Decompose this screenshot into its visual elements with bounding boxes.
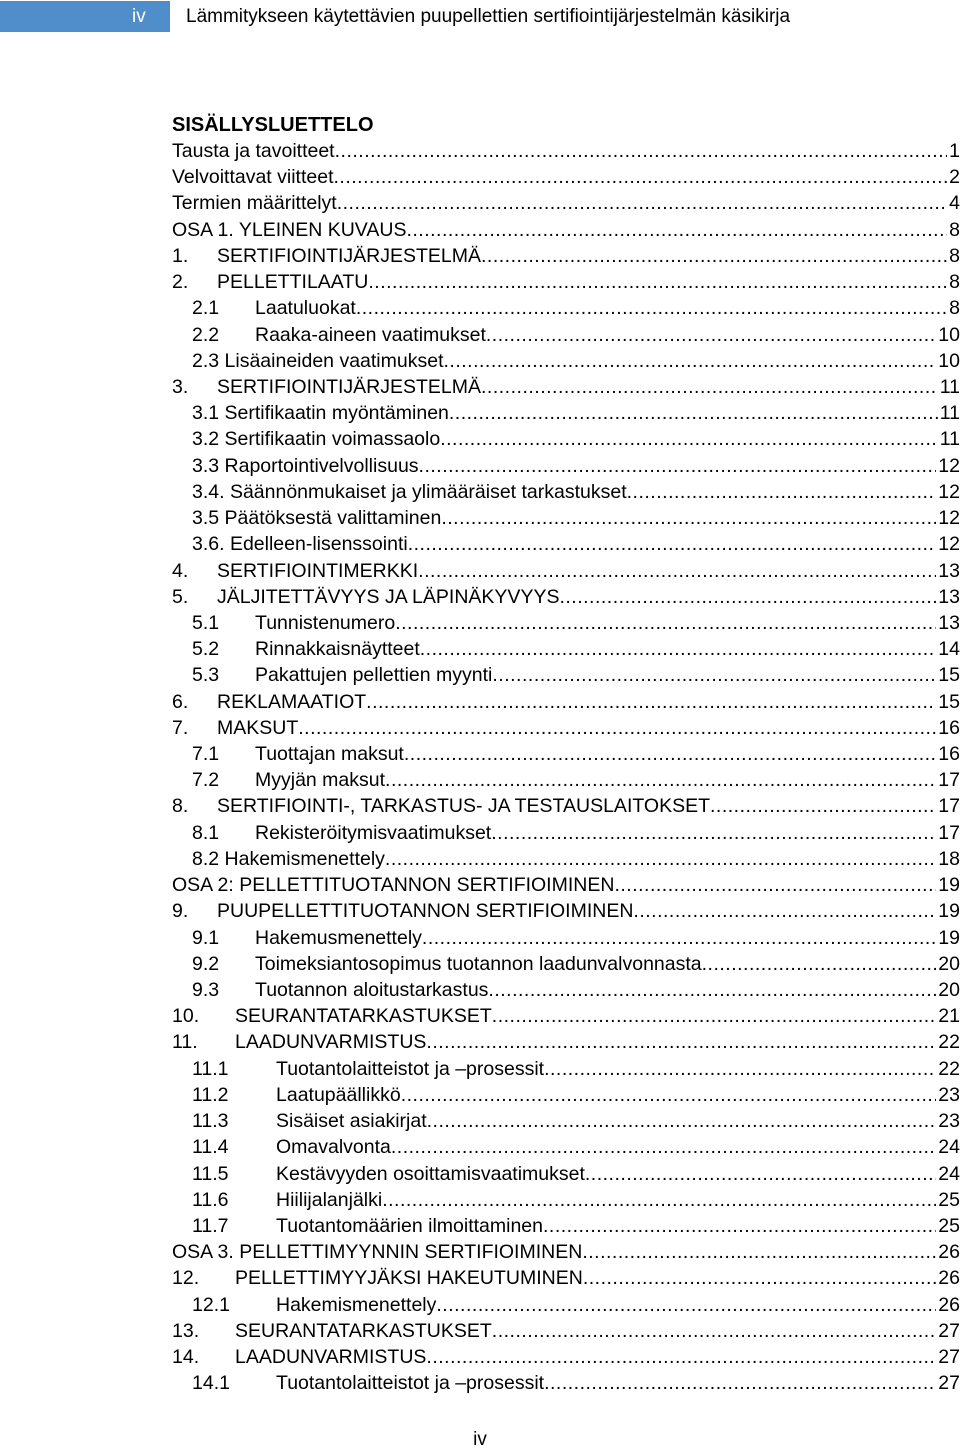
toc-entry-label: JÄLJITETTÄVYYS JA LÄPINÄKYVYYS (217, 585, 560, 608)
toc-entry-label: 2.3 Lisäaineiden vaatimukset (192, 349, 444, 372)
toc-entry-label: Velvoittavat viitteet (172, 166, 334, 189)
toc-entry-number: 9. (172, 900, 189, 923)
toc-entry-page: 16 (938, 716, 960, 739)
toc-entry[interactable] (172, 400, 960, 426)
toc-entry-number: 1. (172, 244, 189, 267)
toc-entry-number: 5.1 (192, 611, 220, 634)
toc-entry-number: 5. (172, 585, 189, 608)
toc-entry-number: 5.3 (192, 664, 220, 687)
toc-entry[interactable] (172, 190, 960, 216)
toc-dot-leader (440, 426, 938, 452)
toc-entry-number: 11.7 (192, 1214, 229, 1237)
toc-entry-page: 20 (938, 979, 960, 1001)
toc-entry-label: Omavalvonta (276, 1136, 391, 1159)
toc-entry-page: 12 (938, 507, 960, 530)
toc-entry[interactable] (172, 269, 960, 295)
toc-entry-label: 3.2 Sertifikaatin voimassaolo (192, 428, 441, 451)
toc-entry-page: 18 (938, 847, 960, 870)
toc-entry-number: 11. (172, 1031, 198, 1054)
toc-entry-page: 12 (938, 480, 960, 503)
toc-entry[interactable] (172, 820, 960, 846)
footer-page-number: iv (473, 1429, 487, 1450)
toc-entry-page: 27 (938, 1346, 960, 1369)
toc-entry-label: LAADUNVARMISTUS (235, 1346, 427, 1369)
toc-entry-number: 8.1 (192, 821, 220, 844)
toc-dot-leader (406, 217, 947, 243)
toc-entry[interactable] (172, 374, 960, 400)
toc-entry-label: Tuotantomäärien ilmoittaminen (276, 1214, 543, 1237)
toc-entry-label: Myyjän maksut (255, 769, 386, 792)
toc-entry-label: Kestävyyden osoittamisvaatimukset (276, 1162, 585, 1185)
toc-dot-leader (422, 925, 936, 951)
toc-entry[interactable] (172, 348, 960, 374)
toc-entry-page: 13 (938, 611, 960, 634)
toc-entry-number: 6. (172, 690, 189, 713)
toc-entry-label: 8.2 Hakemismenettely (192, 847, 385, 870)
toc-dot-leader (334, 164, 948, 190)
toc-entry-label: Laatupäällikkö (276, 1083, 401, 1106)
toc-dot-leader (481, 243, 947, 269)
toc-entry-page: 2 (949, 166, 960, 189)
toc-entry-page: 10 (938, 349, 960, 372)
toc-dot-leader (335, 138, 948, 164)
toc-dot-leader (582, 1239, 936, 1265)
toc-entry[interactable] (172, 925, 960, 951)
toc-entry-page: 24 (938, 1136, 960, 1159)
toc-entry[interactable] (172, 479, 960, 505)
toc-entry-page: 15 (938, 690, 960, 713)
toc-entry-page: 21 (938, 1005, 960, 1028)
toc-dot-leader (491, 820, 936, 846)
toc-entry-page: 17 (938, 821, 960, 844)
toc-entry[interactable] (172, 636, 960, 662)
toc-entry-label: SERTIFIOINTIJÄRJESTELMÄ (217, 375, 482, 398)
toc-entry-page: 13 (938, 585, 960, 608)
toc-entry-label: Rekisteröitymisvaatimukset (255, 821, 492, 844)
toc-entry-label: 3.4. Säännönmukaiset ja ylimääräiset tarkastukset (192, 480, 627, 503)
toc-heading: SISÄLLYSLUETTELO (172, 114, 374, 136)
toc-dot-leader (559, 584, 936, 610)
toc-dot-leader (337, 190, 947, 216)
toc-entry-label: PUUPELLETTITUOTANNON SERTIFIOIMINEN (217, 900, 634, 923)
toc-dot-leader (368, 269, 947, 295)
toc-entry-label: Tunnistenumero (255, 611, 396, 634)
toc-dot-leader (702, 951, 937, 977)
toc-dot-leader (385, 767, 936, 793)
toc-entry-label: MAKSUT (217, 716, 299, 739)
toc-entry-number: 7.2 (192, 769, 220, 792)
toc-list (172, 138, 960, 1397)
toc-entry-number: 7.1 (192, 743, 220, 766)
toc-dot-leader (543, 1213, 936, 1239)
toc-entry-page: 4 (949, 192, 960, 215)
toc-entry-page: 15 (938, 664, 960, 687)
toc-dot-leader (544, 1056, 936, 1082)
toc-entry-label: Laatuluokat (255, 297, 356, 320)
toc-entry-label: OSA 2: PELLETTITUOTANNON SERTIFIOIMINEN (172, 874, 615, 897)
toc-dot-leader (710, 793, 936, 819)
toc-entry-number: 11.2 (192, 1083, 229, 1106)
toc-entry[interactable] (172, 767, 960, 793)
toc-entry-number: 10. (172, 1005, 200, 1028)
toc-entry-label: Tuotantolaitteistot ja –prosessit (276, 1372, 545, 1395)
toc-entry[interactable] (172, 977, 960, 1003)
toc-dot-leader (492, 1318, 937, 1344)
toc-entry[interactable] (172, 846, 960, 872)
toc-entry-label: OSA 3. PELLETTIMYYNNIN SERTIFIOIMINEN (172, 1241, 583, 1264)
toc-entry-page: 24 (938, 1162, 960, 1185)
toc-entry-page: 8 (949, 244, 960, 267)
toc-entry-label: SERTIFIOINTIJÄRJESTELMÄ (217, 244, 482, 267)
toc-entry-number: 11.5 (192, 1162, 229, 1185)
toc-entry-label: Tausta ja tavoitteet (172, 140, 335, 162)
toc-dot-leader (419, 453, 937, 479)
toc-dot-leader (395, 610, 936, 636)
toc-entry-number: 12.1 (192, 1293, 230, 1316)
toc-dot-leader (401, 1082, 937, 1108)
toc-entry-number: 11.4 (192, 1136, 229, 1159)
toc-entry-page: 23 (938, 1083, 960, 1106)
toc-dot-leader (492, 1003, 937, 1029)
toc-entry-page: 25 (938, 1214, 960, 1237)
toc-entry[interactable] (172, 951, 960, 977)
toc-entry-label: Rinnakkaisnäytteet (255, 638, 420, 661)
toc-entry-page: 14 (938, 638, 960, 661)
toc-entry-label: LAADUNVARMISTUS (235, 1031, 427, 1054)
toc-entry-page: 10 (938, 323, 960, 346)
toc-entry-label: SEURANTATARKASTUKSET (235, 1319, 492, 1342)
toc-entry-page: 20 (938, 952, 960, 975)
toc-entry[interactable] (172, 689, 960, 715)
toc-entry[interactable] (172, 1344, 960, 1370)
toc-entry-label: Pakattujen pellettien myynti (255, 664, 493, 687)
toc-entry-page: 26 (938, 1293, 960, 1316)
toc-entry-page: 13 (938, 559, 960, 582)
toc-entry-number: 9.1 (192, 926, 220, 949)
toc-entry-number: 14.1 (192, 1372, 230, 1395)
toc-entry[interactable] (172, 531, 960, 557)
toc-dot-leader (583, 1265, 936, 1291)
toc-entry-page: 19 (938, 926, 960, 949)
toc-entry-number: 11.3 (192, 1110, 229, 1133)
toc-entry[interactable] (172, 1029, 960, 1055)
toc-entry-page: 11 (939, 375, 960, 398)
toc-entry-label: Sisäiset asiakirjat (276, 1110, 427, 1133)
toc-entry-number: 3. (172, 375, 189, 398)
header-page-badge: iv (0, 1, 170, 32)
toc-entry-page: 22 (938, 1031, 960, 1054)
toc-dot-leader (426, 1344, 936, 1370)
toc-entry[interactable] (172, 138, 960, 164)
toc-entry-number: 8. (172, 795, 189, 818)
toc-entry[interactable] (172, 1265, 960, 1291)
toc-entry-page: 16 (938, 743, 960, 766)
toc-entry-label: OSA 1. YLEINEN KUVAUS (172, 218, 407, 241)
toc-dot-leader (427, 1108, 937, 1134)
toc-entry-number: 9.2 (192, 952, 220, 975)
toc-entry-label: REKLAMAATIOT (217, 690, 367, 713)
toc-dot-leader (633, 898, 936, 924)
toc-entry[interactable] (172, 243, 960, 269)
toc-entry[interactable] (172, 426, 960, 452)
toc-dot-leader (404, 741, 936, 767)
toc-dot-leader (488, 977, 936, 1003)
toc-entry-number: 13. (172, 1319, 200, 1342)
toc-dot-leader (627, 479, 937, 505)
toc-entry-label: PELLETTIMYYJÄKSI HAKEUTUMINEN (235, 1267, 583, 1290)
toc-dot-leader (385, 846, 936, 872)
toc-entry[interactable] (172, 1187, 960, 1213)
toc-entry-page: 12 (938, 533, 960, 556)
toc-dot-leader (366, 689, 936, 715)
toc-entry-label: SERTIFIOINTIMERKKI (217, 559, 419, 582)
toc-entry-number: 4. (172, 559, 189, 582)
toc-entry-number: 7. (172, 716, 189, 739)
toc-entry[interactable] (172, 505, 960, 531)
toc-entry-page: 19 (938, 900, 960, 923)
toc-entry[interactable] (172, 1370, 960, 1396)
toc-entry[interactable] (172, 1213, 960, 1239)
toc-entry[interactable] (172, 584, 960, 610)
toc-dot-leader (449, 400, 938, 426)
toc-dot-leader (408, 531, 937, 557)
toc-entry[interactable] (172, 1318, 960, 1344)
toc-entry-label: Raaka-aineen vaatimukset (255, 323, 486, 346)
toc-entry[interactable] (172, 898, 960, 924)
toc-dot-leader (486, 322, 936, 348)
toc-dot-leader (614, 872, 936, 898)
toc-entry-label: Tuotantolaitteistot ja –prosessit (276, 1057, 545, 1080)
toc-entry-page: 17 (938, 795, 960, 818)
toc-entry-page: 27 (938, 1319, 960, 1342)
toc-dot-leader (585, 1161, 936, 1187)
toc-entry-page: 8 (949, 218, 960, 241)
toc-dot-leader (391, 1134, 936, 1160)
toc-entry-page: 25 (938, 1188, 960, 1211)
toc-entry-label: Tuottajan maksut (255, 743, 404, 766)
toc-entry-label: SEURANTATARKASTUKSET (235, 1005, 492, 1028)
toc-entry-label: Hakemismenettely (276, 1293, 437, 1316)
toc-entry[interactable] (172, 295, 960, 321)
toc-entry[interactable] (172, 793, 960, 819)
toc-entry-number: 2.2 (192, 323, 220, 346)
toc-entry-page: 19 (938, 874, 960, 897)
toc-entry-label: 3.6. Edelleen-lisenssointi (192, 533, 408, 556)
toc-dot-leader (544, 1370, 936, 1396)
table-of-contents (172, 112, 960, 1397)
toc-entry-page: 1 (949, 140, 960, 162)
toc-entry[interactable] (172, 1082, 960, 1108)
toc-entry[interactable] (172, 217, 960, 243)
toc-entry-label: Termien määrittelyt (172, 192, 337, 215)
toc-entry-number: 12. (172, 1267, 200, 1290)
toc-dot-leader (481, 374, 938, 400)
toc-dot-leader (356, 295, 947, 321)
toc-entry-page: 26 (938, 1267, 960, 1290)
toc-entry[interactable] (172, 558, 960, 584)
toc-entry[interactable] (172, 1134, 960, 1160)
toc-entry-label: Toimeksiantosopimus tuotannon laadunvalvonnasta (255, 952, 702, 975)
toc-dot-leader (444, 348, 937, 374)
toc-dot-leader (436, 1292, 936, 1318)
toc-entry-number: 2.1 (192, 297, 220, 320)
toc-entry-label: 3.5 Päätöksestä valittaminen (192, 507, 442, 530)
toc-entry-label: PELLETTILAATU (217, 271, 369, 294)
toc-entry[interactable] (172, 453, 960, 479)
toc-entry-label: 3.3 Raportointivelvollisuus (192, 454, 419, 477)
toc-entry[interactable] (172, 1239, 960, 1265)
toc-entry-number: 9.3 (192, 979, 220, 1001)
toc-entry-page: 12 (938, 454, 960, 477)
header-title: Lämmitykseen käytettävien puupellettien sertifiointijärjestelmän käsikirja (186, 6, 791, 27)
toc-entry-page: 26 (938, 1241, 960, 1264)
toc-entry-label: Tuotannon aloitustarkastus (255, 979, 489, 1001)
toc-entry[interactable] (172, 662, 960, 688)
toc-dot-leader (426, 1029, 936, 1055)
toc-entry-page: 23 (938, 1110, 960, 1133)
toc-entry[interactable] (172, 322, 960, 348)
toc-entry[interactable] (172, 610, 960, 636)
toc-entry[interactable] (172, 1056, 960, 1082)
toc-entry-label: Hiilijalanjälki (276, 1188, 383, 1211)
toc-entry[interactable] (172, 1003, 960, 1029)
toc-entry-label: Hakemusmenettely (255, 926, 422, 949)
toc-entry-label: SERTIFIOINTI-, TARKASTUS- JA TESTAUSLAITOKSET (217, 795, 711, 818)
toc-entry-number: 14. (172, 1346, 200, 1369)
toc-entry-page: 8 (949, 271, 960, 294)
toc-dot-leader (420, 636, 937, 662)
toc-dot-leader (382, 1187, 936, 1213)
toc-entry-page: 17 (938, 769, 960, 792)
toc-entry-page: 8 (949, 297, 960, 320)
toc-entry-label: 3.1 Sertifikaatin myöntäminen (192, 402, 449, 425)
toc-entry[interactable] (172, 872, 960, 898)
toc-entry[interactable] (172, 1161, 960, 1187)
toc-entry[interactable] (172, 1108, 960, 1134)
toc-entry-page: 22 (938, 1057, 960, 1080)
toc-entry-page: 11 (939, 402, 960, 425)
toc-dot-leader (492, 662, 936, 688)
toc-entry-number: 11.1 (192, 1057, 229, 1080)
toc-dot-leader (418, 558, 936, 584)
toc-entry-number: 5.2 (192, 638, 220, 661)
toc-entry-page: 11 (939, 428, 960, 451)
toc-dot-leader (441, 505, 936, 531)
toc-entry-number: 11.6 (192, 1188, 229, 1211)
toc-entry-number: 2. (172, 271, 189, 294)
toc-entry-page: 27 (938, 1372, 960, 1395)
toc-dot-leader (298, 715, 936, 741)
page-header (0, 0, 960, 35)
toc-entry[interactable] (172, 741, 960, 767)
toc-entry[interactable] (172, 715, 960, 741)
toc-entry[interactable] (172, 164, 960, 190)
toc-entry[interactable] (172, 1292, 960, 1318)
